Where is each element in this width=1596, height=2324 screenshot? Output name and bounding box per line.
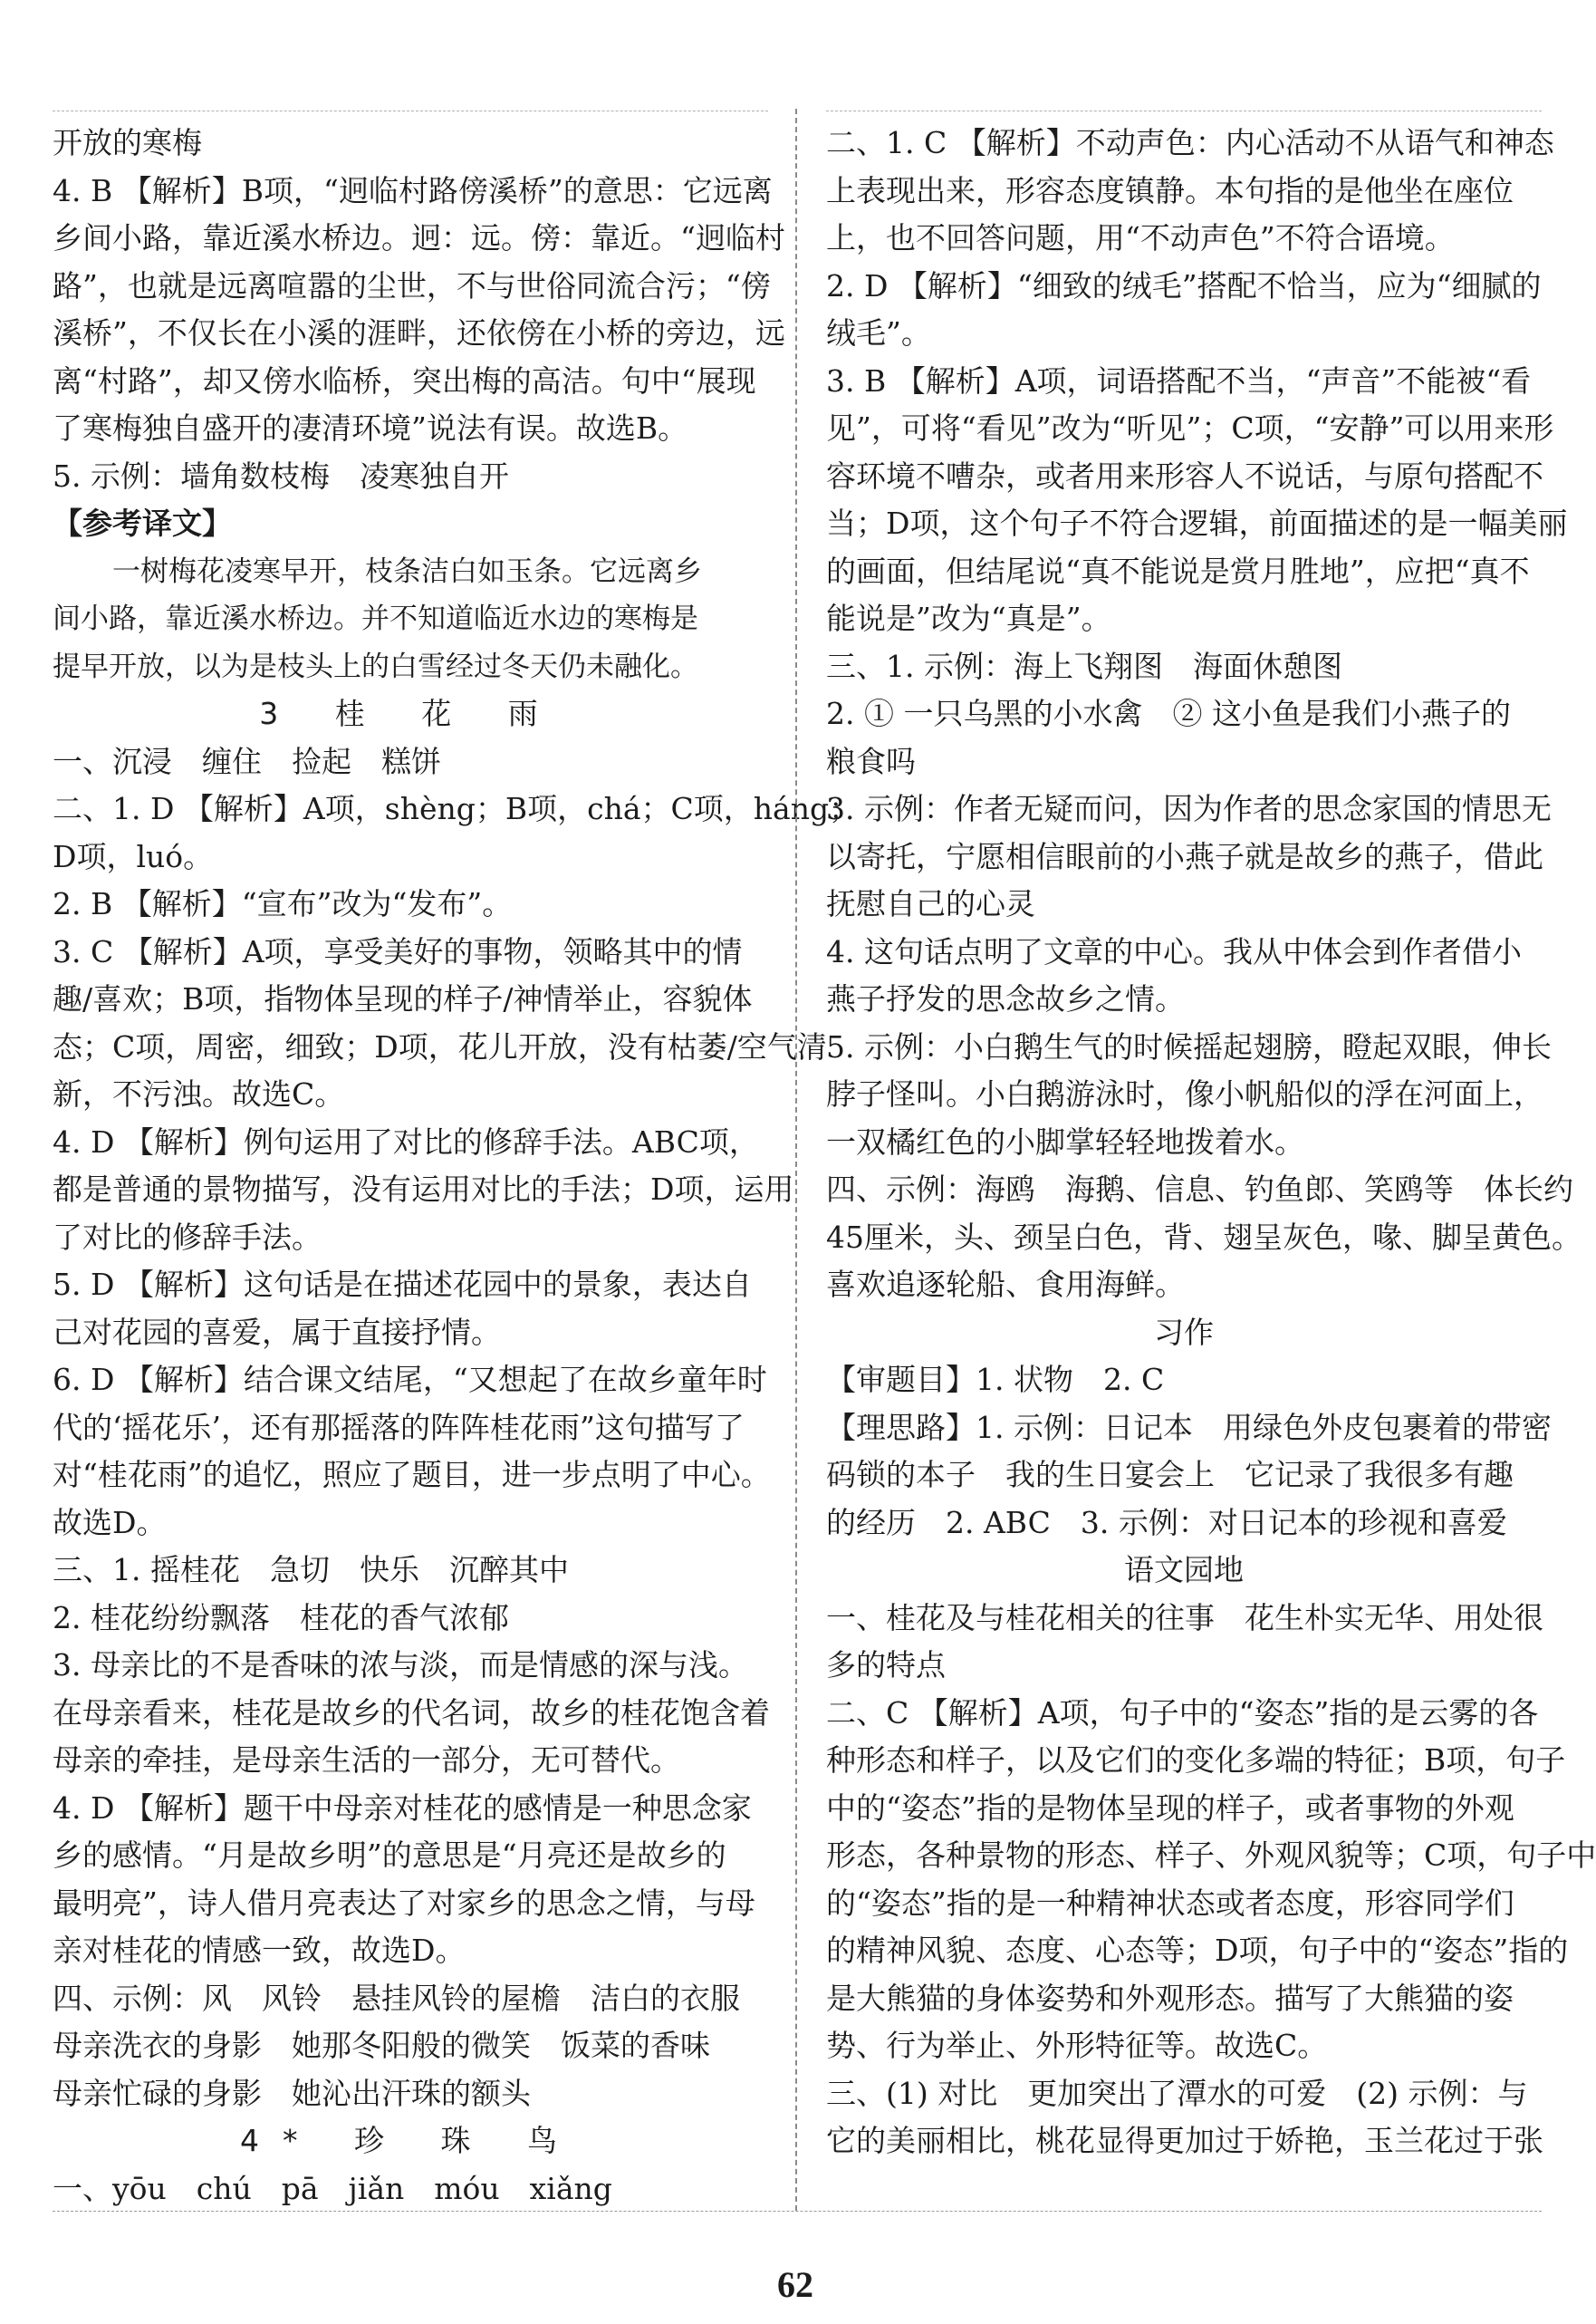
text-line: 趣/喜欢；B项，指物体呈现的样子/神情举止，容貌体 <box>53 981 753 1017</box>
text-line: 母亲洗衣的身影 她那冬阳般的微笑 饭菜的香味 <box>53 2028 710 2063</box>
text-line: 代的‘摇花乐’，还有那摇落的阵阵桂花雨”这句描写了 <box>53 1409 745 1445</box>
text-line: 抚慰自己的心灵 <box>826 886 1035 921</box>
text-line: 态；C项，周密，细致；D项，花儿开放，没有枯萎/空气清 <box>53 1028 827 1065</box>
text-line: 3. 示例：作者无疑而问，因为作者的思念家国的情思无 <box>826 791 1552 826</box>
text-line: 多的特点 <box>826 1647 946 1683</box>
text-line: 见”，可将“看见”改为“听见”；C项，“安静”可以用来形 <box>826 410 1554 446</box>
text-line: 间小路，靠近溪水桥边。并不知道临近水边的寒梅是 <box>53 603 698 635</box>
text-line: 了对比的修辞手法。 <box>53 1219 322 1255</box>
text-line: 4. D 【解析】题干中母亲对桂花的感情是一种思念家 <box>53 1789 752 1826</box>
reference-translation-label: 【参考译文】 <box>53 506 232 541</box>
text-line: 一、桂花及与桂花相关的往事 花生朴实无华、用处很 <box>826 1599 1543 1635</box>
right-column <box>826 120 1596 2165</box>
section-heading-zhenzhu-niao: 4* 珍 珠 鸟 <box>240 2123 581 2158</box>
text-line: 二、1. D 【解析】A项，shèng；B项，chá；C项，háng； <box>53 791 860 826</box>
text-line: 中的“姿态”指的是物体呈现的样子，或者事物的外观 <box>826 1789 1514 1826</box>
text-line: 4. B 【解析】B项，“迥临村路傍溪桥”的意思：它远离 <box>53 172 773 208</box>
text-line: 一、yōu chú pā jiǎn móu xiǎng <box>53 2170 612 2206</box>
text-line: D项，luó。 <box>53 838 214 874</box>
text-line: 三、1. 示例：海上飞翔图 海面休憩图 <box>826 648 1342 684</box>
text-line: 三、1. 摇桂花 急切 快乐 沉醉其中 <box>53 1552 569 1587</box>
text-line: 容环境不嘈杂，或者用来形容人不说话，与原句搭配不 <box>826 458 1543 494</box>
text-line: 种形态和样子，以及它们的变化多端的特征；B项，句子 <box>826 1742 1566 1778</box>
text-line: 溪桥”，不仅长在小溪的涯畔，还依傍在小桥的旁边，远 <box>53 315 785 351</box>
text-line: 燕子抒发的思念故乡之情。 <box>826 981 1185 1017</box>
text-line: 离“村路”，却又傍水临桥，突出梅的高洁。句中“展现 <box>53 362 756 399</box>
section-heading-xizuo: 习作 <box>1154 1314 1214 1350</box>
text-line: 一、沉浸 缠住 捡起 糕饼 <box>53 743 441 779</box>
text-line: 2. B 【解析】“宣布”改为“发布”。 <box>53 886 513 921</box>
text-line: 它的美丽相比，桃花显得更加过于娇艳，玉兰花过于张 <box>826 2123 1543 2158</box>
text-line: 6. D 【解析】结合课文结尾，“又想起了在故乡童年时 <box>53 1362 767 1397</box>
text-line: 4. D 【解析】例句运用了对比的修辞手法。ABC项， <box>53 1123 759 1160</box>
text-line: 的经历 2. ABC 3. 示例：对日记本的珍视和喜爱 <box>826 1504 1507 1540</box>
text-line: 开放的寒梅 <box>53 125 202 160</box>
section-heading-guihua-yu: 3 桂 花 雨 <box>259 696 562 731</box>
text-line: 路”，也就是远离喧嚣的尘世，不与世俗同流合污；“傍 <box>53 267 771 304</box>
text-line: 亲对桂花的情感一致，故选D。 <box>53 1933 466 1968</box>
text-line: 【理思路】1. 示例：日记本 用绿色外皮包裹着的带密 <box>826 1409 1552 1445</box>
text-line: 母亲忙碌的身影 她沁出汗珠的额头 <box>53 2075 531 2111</box>
reference-translation <box>53 548 768 691</box>
section-heading-yuwen-yuandi: 语文园地 <box>1124 1552 1244 1587</box>
text-line: 新，不污浊。故选C。 <box>53 1076 345 1112</box>
text-line: 能说是”改为“真是”。 <box>826 601 1111 636</box>
text-line: 3. B 【解析】A项，词语搭配不当，“声音”不能被“看 <box>826 362 1532 399</box>
text-line: 绒毛”。 <box>826 315 931 351</box>
text-line: 的画面，但结尾说“真不能说是赏月胜地”，应把“真不 <box>826 553 1530 589</box>
text-line: 在母亲看来，桂花是故乡的代名词，故乡的桂花饱含着 <box>53 1694 770 1731</box>
page-number: 62 <box>777 2264 813 2305</box>
text-line: 当；D项，这个句子不符合逻辑，前面描述的是一幅美丽 <box>826 506 1568 541</box>
text-line: 都是普通的景物描写，没有运用对比的手法；D项，运用 <box>53 1172 794 1207</box>
text-line: 四、示例：海鸥 海鹅、信息、钓鱼郎、笑鸥等 体长约 <box>826 1172 1573 1207</box>
text-line: 四、示例：风 风铃 悬挂风铃的屋檐 洁白的衣服 <box>53 1980 740 2016</box>
text-line: 5. 示例：墙角数枝梅 凌寒独自开 <box>53 458 509 494</box>
text-line: 上，也不回答问题，用“不动声色”不符合语境。 <box>826 220 1455 256</box>
text-line: 己对花园的喜爱，属于直接抒情。 <box>53 1314 501 1350</box>
text-line: 的“姿态”指的是一种精神状态或者态度，形容同学们 <box>826 1885 1514 1921</box>
text-line: 乡的感情。“月是故乡明”的意思是“月亮还是故乡的 <box>53 1837 726 1873</box>
text-line: 形态，各种景物的形态、样子、外观风貌等；C项，句子中 <box>826 1837 1596 1873</box>
left-column <box>53 120 860 2213</box>
column-divider <box>795 109 797 2211</box>
text-line: 2. ① 一只乌黑的小水禽 ② 这小鱼是我们小燕子的 <box>826 696 1511 731</box>
text-line: 3. 母亲比的不是香味的浓与淡，而是情感的深与浅。 <box>53 1647 748 1683</box>
text-line: 的精神风貌、态度、心态等；D项，句子中的“姿态”指的 <box>826 1933 1569 1968</box>
text-line: 粮食吗 <box>826 743 916 779</box>
text-line: 一双橘红色的小脚掌轻轻地拨着水。 <box>826 1123 1304 1160</box>
text-line: 提早开放，以为是枝头上的白雪经过冬天仍未融化。 <box>53 650 698 683</box>
text-line: 了寒梅独自盛开的凄清环境”说法有误。故选B。 <box>53 410 688 446</box>
text-line: 母亲的牵挂，是母亲生活的一部分，无可替代。 <box>53 1742 680 1778</box>
text-line: 喜欢追逐轮船、食用海鲜。 <box>826 1267 1185 1302</box>
text-line: 3. C 【解析】A项，享受美好的事物，领略其中的情 <box>53 933 743 969</box>
text-line: 以寄托，宁愿相信眼前的小燕子就是故乡的燕子，借此 <box>826 838 1543 874</box>
text-line: 【审题目】1. 状物 2. C <box>826 1362 1165 1397</box>
text-line: 5. D 【解析】这句话是在描述花园中的景象，表达自 <box>53 1267 752 1302</box>
text-line: 故选D。 <box>53 1504 167 1540</box>
text-line: 是大熊猫的身体姿势和外观形态。描写了大熊猫的姿 <box>826 1980 1514 2016</box>
text-line: 一树梅花凌寒早开，枝条洁白如玉条。它远离乡 <box>112 554 702 588</box>
text-line: 势、行为举止、外形特征等。故选C。 <box>826 2028 1328 2063</box>
text-line: 45厘米，头、颈呈白色，背、翅呈灰色，喙、脚呈黄色。 <box>826 1219 1582 1255</box>
text-line: 5. 示例：小白鹅生气的时候摇起翅膀，瞪起双眼，伸长 <box>826 1028 1552 1065</box>
text-line: 4. 这句话点明了文章的中心。我从中体会到作者借小 <box>826 933 1522 969</box>
text-line: 2. 桂花纷纷飘落 桂花的香气浓郁 <box>53 1599 509 1635</box>
text-line: 二、C 【解析】A项，句子中的“姿态”指的是云雾的各 <box>826 1694 1539 1731</box>
text-line: 码锁的本子 我的生日宴会上 它记录了我很多有趣 <box>826 1457 1514 1492</box>
text-line: 上表现出来，形容态度镇静。本句指的是他坐在座位 <box>826 172 1514 208</box>
text-line: 2. D 【解析】“细致的绒毛”搭配不恰当，应为“细腻的 <box>826 267 1542 304</box>
text-line: 三、(1) 对比 更加突出了潭水的可爱 (2) 示例：与 <box>826 2075 1528 2111</box>
bottom-rule <box>53 2211 1542 2212</box>
text-line: 二、1. C 【解析】不动声色：内心活动不从语气和神态 <box>826 125 1554 160</box>
text-line: 脖子怪叫。小白鹅游泳时，像小帆船似的浮在河面上， <box>826 1076 1543 1112</box>
text-line: 最明亮”，诗人借月亮表达了对家乡的思念之情，与母 <box>53 1885 755 1921</box>
text-line: 对“桂花雨”的追忆，照应了题目，进一步点明了中心。 <box>53 1457 771 1492</box>
text-line: 乡间小路，靠近溪水桥边。迥：远。傍：靠近。“迥临村 <box>53 220 785 256</box>
